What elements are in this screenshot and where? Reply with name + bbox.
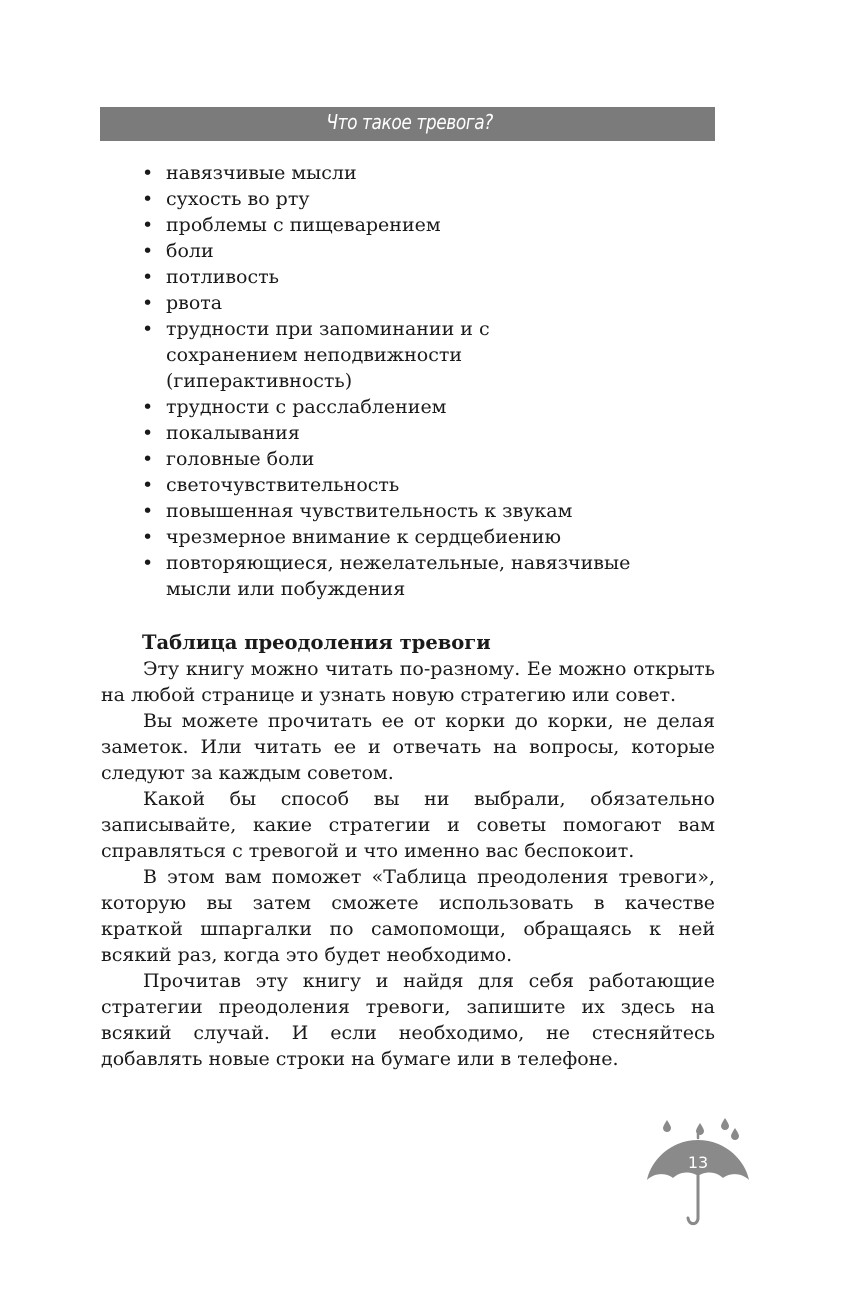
list-item: • проблемы с пищеварением [142,212,702,238]
list-item: • трудности при запоминании и с сохранением неподвижности (гиперактивность) [142,316,606,394]
body-text [101,656,715,1072]
page-number: 13 [687,1153,709,1172]
list-item: • светочувствительность [142,472,702,498]
raindrop-icon [663,1118,739,1140]
list-item: • чрезмерное внимание к сердцебиению [142,524,702,550]
header-title: Что такое тревога? [326,110,493,134]
section-title: Таблица преодоления тревоги [142,631,491,654]
list-item: • покалывания [142,420,702,446]
list-item: • сухость во рту [142,186,702,212]
list-item: • потливость [142,264,702,290]
running-header [100,107,715,141]
paragraph: Эту книгу можно читать по-разному. Ее можно открыть на любой странице и узнать новую стратегию или совет. [101,658,715,706]
umbrella-icon [645,1118,751,1230]
paragraph: В этом вам поможет «Таблица преодоления тревоги», которую вы затем сможете использовать в качестве краткой шпаргалки по самопомощи, обращаясь к ней всякий раз, когда это будет необходимо. [101,866,715,966]
paragraph: Вы можете прочитать ее от корки до корки, не делая заметок. Или читать ее и отвечать на вопросы, которые следуют за каждым советом. [101,710,715,784]
list-item: • головные боли [142,446,702,472]
list-item: • навязчивые мысли [142,160,702,186]
paragraph: Прочитав эту книгу и найдя для себя работающие стратегии преодоления тревоги, запишите их здесь на всякий случай. И если необходимо, не стесняйтесь добавлять новые строки на бумаге или в телефоне. [101,970,715,1070]
paragraph: Какой бы способ вы ни выбрали, обязательно записывайте, какие стратегии и советы помогают вам справляться с тревогой и что именно вас беспокоит. [101,788,715,862]
list-item: • повторяющиеся, нежелательные, навязчивые мысли или побуждения [142,550,666,602]
list-item: • повышенная чувствительность к звукам [142,498,702,524]
list-item: • рвота [142,290,702,316]
list-item: • трудности с расслаблением [142,394,702,420]
symptom-list [142,160,702,602]
list-item: • боли [142,238,702,264]
